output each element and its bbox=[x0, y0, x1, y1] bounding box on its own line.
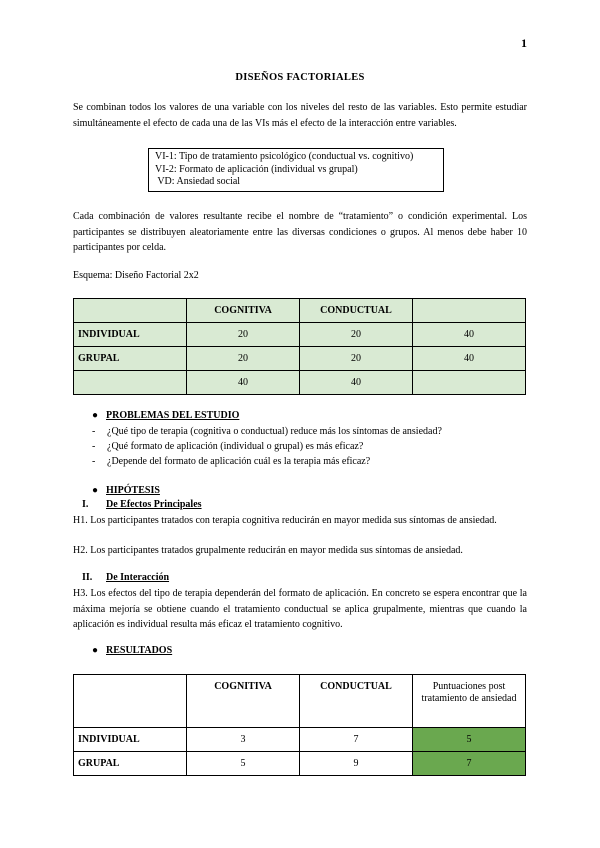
table-cell: 20 bbox=[187, 323, 300, 347]
results-table bbox=[73, 674, 526, 776]
table-cell: 3 bbox=[187, 728, 300, 752]
hypothesis-h1: H1. Los participantes tratados con terapia cognitiva reducirán en mayor medida sus síntomas de ansiedad. bbox=[73, 515, 497, 526]
header-cell bbox=[413, 299, 526, 323]
page-number: 1 bbox=[521, 36, 527, 50]
header-cell: CONDUCTUAL bbox=[300, 299, 413, 323]
hypothesis-h3: H3. Los efectos del tipo de terapia dependerán del formato de aplicación. En concreto se espera encontrar que la máxima mejoría se obtiene cuando el tratamiento conductual se aplica grupalmente, mientras que cuando la aplicación es individual resulta más eficaz el tratamiento cognitivo. bbox=[73, 588, 527, 630]
table-header-row bbox=[74, 675, 526, 728]
row-label: INDIVIDUAL bbox=[74, 323, 187, 347]
row-label: GRUPAL bbox=[74, 347, 187, 371]
row-label bbox=[74, 371, 187, 395]
table-row bbox=[74, 371, 526, 395]
table-row bbox=[74, 728, 526, 752]
document-title: DISEÑOS FACTORIALES bbox=[235, 72, 365, 83]
list-item: - ¿Depende del formato de aplicación cuál es la terapia más eficaz? bbox=[92, 456, 371, 467]
table-row bbox=[74, 347, 526, 371]
problems-heading: ● PROBLEMAS DEL ESTUDIO bbox=[92, 410, 240, 421]
table-cell: 40 bbox=[413, 323, 526, 347]
table-cell: 20 bbox=[300, 347, 413, 371]
header-cell: COGNITIVA bbox=[187, 675, 300, 728]
table-cell: 40 bbox=[187, 371, 300, 395]
scheme-label: Esquema: Diseño Factorial 2x2 bbox=[73, 270, 199, 281]
intro-paragraph: Se combinan todos los valores de una variable con los niveles del resto de las variables. Esto permite estudiar simultáneamente el efecto de cada una de las VIs más el efecto de la interacción entre variables. bbox=[73, 102, 527, 129]
table-row bbox=[74, 323, 526, 347]
table-cell: 7 bbox=[300, 728, 413, 752]
design-table bbox=[73, 298, 526, 395]
problems-list bbox=[92, 424, 442, 469]
variable-vd: VD: Ansiedad social bbox=[155, 176, 241, 187]
table-cell: 20 bbox=[300, 323, 413, 347]
hypothesis-h2: H2. Los participantes tratados grupalmente reducirán en mayor medida sus síntomas de ansiedad. bbox=[73, 545, 463, 556]
table-cell-highlight: 5 bbox=[413, 728, 526, 752]
header-cell bbox=[74, 675, 187, 728]
row-label: GRUPAL bbox=[74, 752, 187, 776]
table-cell bbox=[413, 371, 526, 395]
bullet-icon: ● bbox=[92, 645, 99, 656]
header-cell: Puntuaciones post tratamiento de ansiedad bbox=[413, 675, 526, 728]
table-cell: 5 bbox=[187, 752, 300, 776]
table-cell: 40 bbox=[300, 371, 413, 395]
table-header-row bbox=[74, 299, 526, 323]
variable-vi1: VI-1: Tipo de tratamiento psicológico (conductual vs. cognitivo) bbox=[155, 151, 414, 162]
list-item: - ¿Qué tipo de terapia (cognitiva o conductual) reduce más los síntomas de ansiedad? bbox=[92, 426, 442, 437]
table-cell: 40 bbox=[413, 347, 526, 371]
interaction-heading: II. De Interacción bbox=[82, 572, 170, 583]
variable-vi2: VI-2: Formato de aplicación (individual vs grupal) bbox=[155, 163, 358, 175]
bullet-icon: ● bbox=[92, 410, 99, 421]
table-row bbox=[74, 752, 526, 776]
header-cell: CONDUCTUAL bbox=[300, 675, 413, 728]
row-label: INDIVIDUAL bbox=[74, 728, 187, 752]
table-cell: 9 bbox=[300, 752, 413, 776]
table-cell: 20 bbox=[187, 347, 300, 371]
bullet-icon: ● bbox=[92, 485, 99, 496]
main-effects-heading: I. De Efectos Principales bbox=[82, 499, 202, 510]
header-cell: COGNITIVA bbox=[187, 299, 300, 323]
variables-box bbox=[148, 148, 444, 192]
results-heading: ● RESULTADOS bbox=[92, 645, 173, 656]
table-cell-highlight: 7 bbox=[413, 752, 526, 776]
hypothesis-heading: ● HIPÓTESIS bbox=[92, 485, 160, 496]
combination-paragraph: Cada combinación de valores resultante recibe el nombre de “tratamiento” o condición experimental. Los participantes se distribuyen aleatoriamente entre las diversas condiciones o grupos. Al menos debe haber 10 participantes por celda. bbox=[73, 211, 527, 253]
list-item: - ¿Qué formato de aplicación (individual o grupal) es más eficaz? bbox=[92, 441, 364, 452]
header-cell bbox=[74, 299, 187, 323]
